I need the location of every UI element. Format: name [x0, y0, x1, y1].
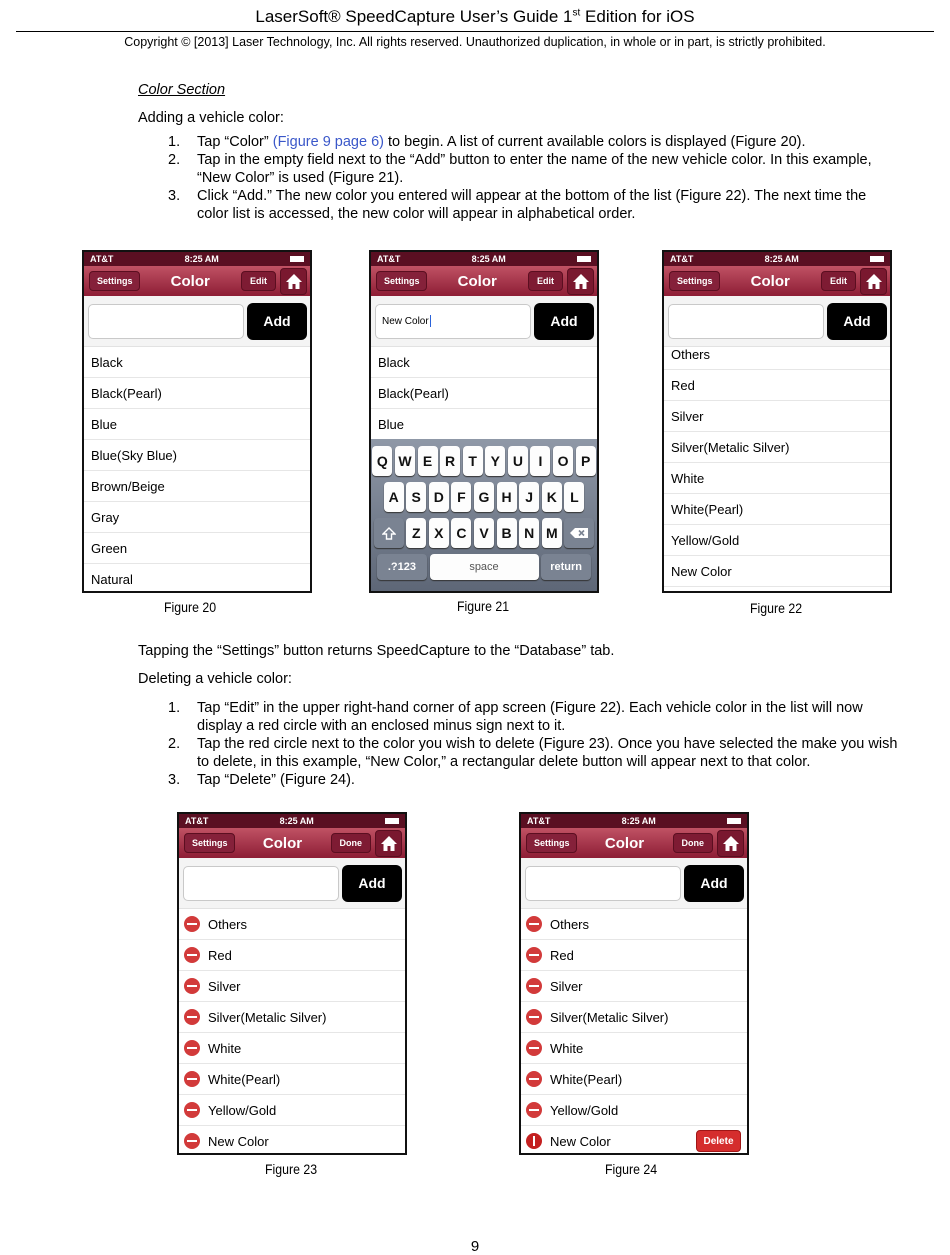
list-item [521, 971, 747, 1002]
figure-21-caption: Figure 21 [457, 598, 510, 614]
copyright-notice: Copyright © [2013] Laser Technology, Inc. All rights reserved. Unauthorized duplication, in whole or in part, is strictly prohibited. [124, 35, 826, 49]
add-button[interactable]: Add [247, 303, 307, 340]
list-item [179, 909, 405, 940]
list-item [521, 940, 747, 971]
shift-arrow-icon [382, 527, 396, 540]
step-text: Tap the red circle next to the color you wish to delete (Figure 23). Once you have selected the make you wish to delete, in this example, “New Color,” a rectangular delete button will appear next to that color. [197, 736, 898, 770]
status-bar [84, 252, 310, 266]
shift-key[interactable] [374, 518, 404, 548]
key[interactable]: V [474, 518, 494, 548]
key[interactable]: N [519, 518, 539, 548]
color-name-input[interactable] [525, 866, 681, 901]
status-bar [664, 252, 890, 266]
settings-back-button[interactable]: Settings [89, 271, 140, 291]
list-item[interactable]: Blue [371, 409, 597, 440]
edit-button[interactable]: Edit [528, 271, 563, 291]
add-button[interactable]: Add [342, 865, 402, 902]
key[interactable]: R [440, 446, 460, 476]
delete-minus-icon[interactable] [184, 947, 200, 963]
header-rule [16, 31, 934, 32]
figure-22-screen [662, 250, 892, 593]
step-text: Tap “Edit” in the upper right-hand corner of app screen (Figure 22). Each vehicle color in the list will now display a red circle with an enclosed minus sign next to it. [197, 700, 863, 734]
space-key[interactable]: space [430, 554, 539, 580]
list-item[interactable]: White [664, 463, 890, 494]
carrier-label: AT&T [527, 816, 551, 826]
list-item-label: New Color [208, 1133, 269, 1149]
deleting-step-3 [168, 771, 898, 789]
delete-minus-icon[interactable] [184, 1133, 200, 1149]
key[interactable]: X [429, 518, 449, 548]
numbers-key[interactable]: .?123 [377, 554, 427, 580]
status-bar [521, 814, 747, 828]
key[interactable]: D [429, 482, 449, 512]
add-button[interactable]: Add [684, 865, 744, 902]
step-text: Tap “Color” [197, 134, 273, 150]
on-screen-keyboard [371, 439, 597, 593]
delete-minus-icon[interactable] [526, 978, 542, 994]
key[interactable]: L [564, 482, 584, 512]
time-label: 8:25 AM [621, 816, 656, 826]
delete-minus-icon[interactable] [526, 1040, 542, 1056]
add-color-row [179, 858, 405, 909]
battery-icon [870, 256, 884, 262]
key[interactable]: S [406, 482, 426, 512]
nav-bar [179, 828, 405, 858]
list-item [521, 909, 747, 940]
key[interactable]: Q [372, 446, 392, 476]
done-button[interactable]: Done [673, 833, 714, 853]
home-button[interactable] [375, 830, 402, 857]
key[interactable]: B [497, 518, 517, 548]
delete-minus-icon[interactable] [526, 1102, 542, 1118]
key[interactable]: U [508, 446, 528, 476]
deleting-step-1 [168, 699, 898, 735]
color-list [84, 347, 310, 593]
home-icon [722, 835, 740, 852]
list-item [179, 1095, 405, 1126]
delete-minus-icon[interactable] [184, 1071, 200, 1087]
list-item [521, 1033, 747, 1064]
key[interactable]: Y [485, 446, 505, 476]
list-item[interactable]: Others [664, 339, 890, 370]
settings-back-button[interactable]: Settings [526, 833, 577, 853]
carrier-label: AT&T [185, 816, 209, 826]
list-item-label: White [550, 1040, 584, 1056]
home-button[interactable] [280, 268, 307, 295]
deleting-intro: Deleting a vehicle color: [138, 671, 292, 687]
list-item-label: Silver(Metalic Silver) [208, 1009, 327, 1025]
list-item [179, 1002, 405, 1033]
home-button[interactable] [567, 268, 594, 295]
list-item-label: White(Pearl) [550, 1071, 623, 1087]
figure-24-screen [519, 812, 749, 1155]
key[interactable]: E [418, 446, 438, 476]
battery-icon [727, 818, 741, 824]
step-text: to begin. A list of current available colors is displayed (Figure 20). [383, 134, 806, 150]
home-icon [572, 273, 590, 290]
backspace-key[interactable] [564, 518, 594, 548]
list-item[interactable]: Yellow/Gold [664, 525, 890, 556]
delete-minus-icon[interactable] [184, 978, 200, 994]
list-item-label: Silver [550, 978, 583, 994]
list-item [521, 1002, 747, 1033]
list-item-label: Red [208, 947, 232, 963]
delete-button[interactable]: Delete [696, 1130, 741, 1152]
header-title-sup: st [572, 7, 581, 19]
input-value: New Color [382, 315, 429, 327]
figure-23-screen [177, 812, 407, 1155]
key[interactable]: G [474, 482, 494, 512]
list-item [179, 940, 405, 971]
step-number: 3. [168, 188, 181, 204]
delete-minus-icon[interactable] [184, 916, 200, 932]
step-number: 2. [168, 736, 181, 752]
page-number: 9 [470, 1238, 480, 1255]
header-title-main: LaserSoft® SpeedCapture User’s Guide 1 [255, 7, 573, 26]
nav-bar [521, 828, 747, 858]
delete-minus-icon[interactable] [526, 916, 542, 932]
step-text: Click “Add.” The new color you entered will appear at the bottom of the list (Figure 22). The next time the color list is accessed, the new color will appear in alphabetical order. [197, 188, 867, 222]
key[interactable]: M [542, 518, 562, 548]
list-item[interactable]: Silver [664, 401, 890, 432]
time-label: 8:25 AM [471, 254, 506, 264]
battery-icon [385, 818, 399, 824]
nav-title: Color [170, 272, 210, 290]
header-title-end: Edition for iOS [580, 7, 695, 26]
home-button[interactable] [717, 830, 744, 857]
list-item[interactable]: Black [84, 347, 310, 378]
nav-bar [84, 266, 310, 296]
list-item [179, 1126, 405, 1155]
nav-title: Color [457, 272, 497, 290]
text-cursor [430, 315, 431, 327]
section-title: Color Section [138, 82, 226, 98]
status-bar [371, 252, 597, 266]
done-button[interactable]: Done [331, 833, 372, 853]
settings-back-button[interactable]: Settings [669, 271, 720, 291]
list-item [179, 971, 405, 1002]
key[interactable]: F [451, 482, 471, 512]
add-color-row [521, 858, 747, 909]
keyboard-row-1 [371, 446, 597, 476]
step-number: 2. [168, 152, 181, 168]
list-item[interactable]: Blue(Sky Blue) [84, 440, 310, 471]
carrier-label: AT&T [90, 254, 114, 264]
step-number: 3. [168, 772, 181, 788]
step-text: Tap “Delete” (Figure 24). [197, 772, 355, 788]
key[interactable]: T [463, 446, 483, 476]
key[interactable]: Z [406, 518, 426, 548]
list-item[interactable]: Blue [84, 409, 310, 440]
list-item[interactable]: Natural [84, 564, 310, 593]
add-color-row [371, 296, 597, 347]
key[interactable]: I [530, 446, 550, 476]
delete-minus-icon[interactable] [184, 1009, 200, 1025]
list-item[interactable]: New Color [664, 556, 890, 587]
list-item-label: Yellow/Gold [208, 1102, 277, 1118]
color-list-edit-mode [179, 909, 405, 1155]
delete-minus-icon[interactable] [184, 1102, 200, 1118]
list-item[interactable]: Gray [84, 502, 310, 533]
list-item [521, 1095, 747, 1126]
key[interactable]: C [451, 518, 471, 548]
nav-title: Color [750, 272, 790, 290]
keyboard-row-3 [371, 518, 597, 548]
list-item[interactable]: White(Pearl) [664, 494, 890, 525]
carrier-label: AT&T [670, 254, 694, 264]
home-button[interactable] [860, 268, 887, 295]
keyboard-row-4 [371, 554, 597, 580]
key[interactable]: K [542, 482, 562, 512]
carrier-label: AT&T [377, 254, 401, 264]
color-name-input[interactable] [88, 304, 244, 339]
battery-icon [290, 256, 304, 262]
figure-24-caption: Figure 24 [605, 1161, 658, 1177]
list-item[interactable]: Red [664, 370, 890, 401]
add-color-row [84, 296, 310, 347]
time-label: 8:25 AM [764, 254, 799, 264]
home-icon [285, 273, 303, 290]
list-item [179, 1033, 405, 1064]
list-item[interactable]: Green [84, 533, 310, 564]
key[interactable]: H [497, 482, 517, 512]
figure-20-caption: Figure 20 [164, 599, 217, 615]
list-item-label: Yellow/Gold [550, 1102, 619, 1118]
figure-22-caption: Figure 22 [750, 600, 803, 616]
step-text: Tap in the empty field next to the “Add” button to enter the name of the new vehicle color. In this example, “New Color” is used (Figure 21). [197, 152, 872, 186]
delete-minus-icon[interactable] [184, 1040, 200, 1056]
status-bar [179, 814, 405, 828]
list-item[interactable]: Black(Pearl) [84, 378, 310, 409]
figure-20-screen [82, 250, 312, 593]
delete-minus-icon[interactable] [526, 1071, 542, 1087]
list-item-label: White [208, 1040, 242, 1056]
list-item[interactable]: Black(Pearl) [371, 378, 597, 409]
delete-rotated-icon[interactable] [526, 1133, 542, 1149]
figure-link[interactable]: (Figure 9 page 6) [272, 134, 384, 150]
figure-21-screen [369, 250, 599, 593]
list-item-label: White(Pearl) [208, 1071, 281, 1087]
color-name-input[interactable] [668, 304, 824, 339]
nav-bar [664, 266, 890, 296]
delete-minus-icon[interactable] [526, 947, 542, 963]
key[interactable]: A [384, 482, 404, 512]
figure-23-caption: Figure 23 [265, 1161, 318, 1177]
document-header-title [0, 7, 950, 27]
step-number: 1. [168, 134, 181, 150]
key[interactable]: W [395, 446, 415, 476]
key[interactable]: J [519, 482, 539, 512]
adding-steps [168, 133, 883, 223]
time-label: 8:25 AM [184, 254, 219, 264]
list-item-label: Silver [208, 978, 241, 994]
edit-button[interactable]: Edit [241, 271, 276, 291]
adding-step-2 [168, 151, 883, 187]
backspace-icon [569, 527, 589, 539]
list-item-label: Silver(Metalic Silver) [550, 1009, 669, 1025]
home-icon [380, 835, 398, 852]
color-list-edit-mode [521, 909, 747, 1155]
home-icon [865, 273, 883, 290]
battery-icon [577, 256, 591, 262]
settings-back-button[interactable]: Settings [376, 271, 427, 291]
time-label: 8:25 AM [279, 816, 314, 826]
delete-minus-icon[interactable] [526, 1009, 542, 1025]
deleting-steps [168, 699, 898, 789]
list-item [179, 1064, 405, 1095]
adding-step-1 [168, 133, 883, 151]
nav-title: Color [262, 834, 303, 852]
key[interactable]: O [553, 446, 573, 476]
color-name-input[interactable] [375, 304, 531, 339]
list-item-label: Others [550, 916, 590, 932]
list-item [521, 1126, 747, 1155]
add-button[interactable]: Add [827, 303, 887, 340]
color-name-input[interactable] [183, 866, 339, 901]
add-button[interactable]: Add [534, 303, 594, 340]
key[interactable]: P [576, 446, 596, 476]
list-item[interactable]: Black [371, 347, 597, 378]
settings-back-button[interactable]: Settings [184, 833, 235, 853]
step-number: 1. [168, 700, 181, 716]
color-list [664, 339, 890, 587]
list-item [521, 1064, 747, 1095]
color-list [371, 347, 597, 440]
adding-intro: Adding a vehicle color: [138, 110, 284, 126]
edit-button[interactable]: Edit [821, 271, 856, 291]
list-item-label: Red [550, 947, 574, 963]
deleting-step-2 [168, 735, 898, 771]
list-item-label: Others [208, 916, 248, 932]
settings-note: Tapping the “Settings” button returns SpeedCapture to the “Database” tab. [138, 643, 615, 659]
list-item-label: New Color [550, 1133, 611, 1149]
return-key[interactable]: return [541, 554, 591, 580]
nav-bar [371, 266, 597, 296]
nav-title: Color [604, 834, 645, 852]
list-item[interactable]: Silver(Metalic Silver) [664, 432, 890, 463]
list-item[interactable]: Brown/Beige [84, 471, 310, 502]
keyboard-row-2 [371, 482, 597, 512]
adding-step-3 [168, 187, 883, 223]
